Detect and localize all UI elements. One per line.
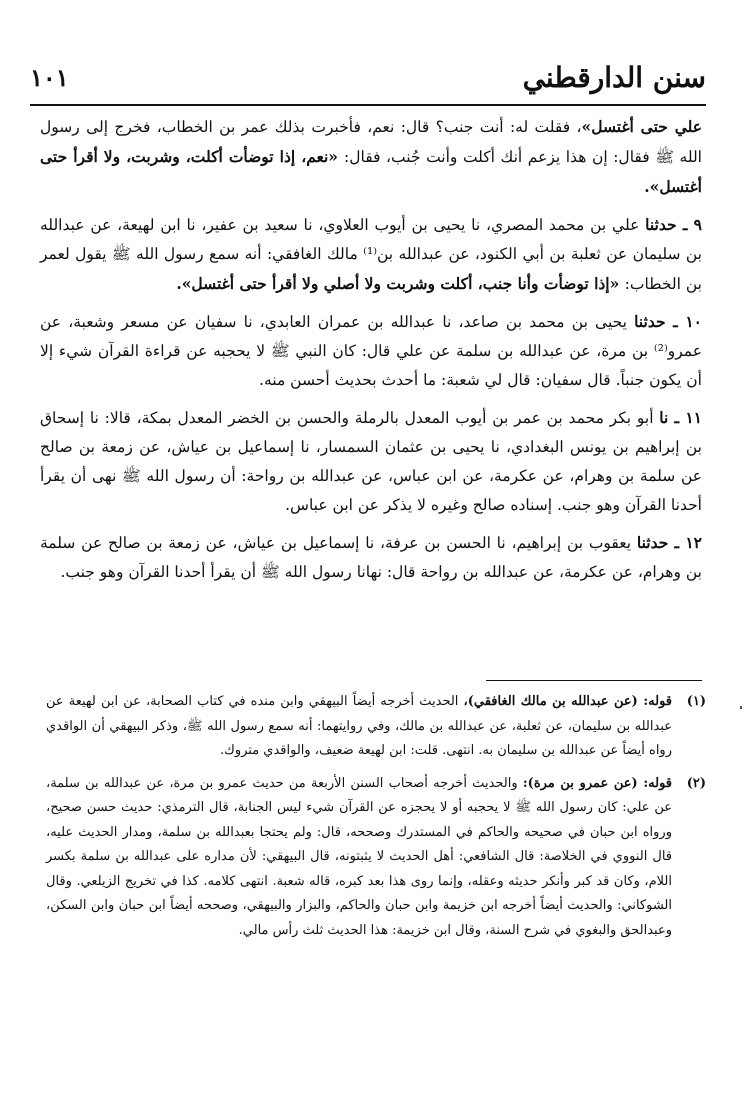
paragraph: [40, 403, 702, 520]
paragraph: [40, 528, 702, 587]
footnote-number: (٢): [686, 775, 706, 791]
paragraph: [40, 210, 702, 299]
paragraph-lead: ١١ ـ نا: [659, 408, 702, 427]
paragraph: [40, 307, 702, 395]
paragraph-text: يعقوب بن إبراهيم، نا الحسن بن عرفة، نا إسماعيل بن عياش، عن زمعة بن صالح عن سلمة بن وهرام، عن عكرمة، عن عبدالله بن رواحة قال: نهانا رسول الله ﷺ أن يقرأ أحدنا القرآن وهو جنب.: [40, 534, 702, 581]
page-header: [30, 58, 706, 102]
footnote-number: (١): [686, 694, 706, 709]
paragraph-text: يحيى بن محمد بن صاعد، نا عبدالله بن عمران العابدي، نا سفيان عن مسعر وشعبة، عن عمرو⁽²⁾ بن مرة، عن عبدالله بن سلمة عن علي قال: كان النبي ﷺ لا يحجبه عن قراءة القرآن شيء إلا أن يكون جنباً. قال سفيان: قال لي شعبة: ما أحدث بحديث أحسن منه.: [40, 313, 702, 389]
footnote-body: [46, 772, 672, 944]
footnote-text: الحديث أخرجه أيضاً البيهقي وابن منده في كتاب الصحابة، عن ابن لهيعة عن عبدالله بن سليمان، عن ثعلبة، عن عبدالله بن مالك، وفي روايتهما: أنه سمع رسول الله ﷺ، وذكر البيهقي أن الواقدي رواه أيضاً عن عبدالله بن سليمان به. انتهى. قلت: ابن لهيعة ضعيف، والواقدي متروك.: [46, 694, 672, 758]
footnote-divider: [486, 680, 702, 681]
footnote-label: قوله: (عن عمرو بن مرة):: [522, 775, 672, 791]
footnote-label: قوله: (عن عبدالله بن مالك الغافقي)،: [463, 694, 672, 709]
book-title: سنن الدارقطني: [522, 61, 706, 94]
paragraph-lead: ١٠ ـ حدثنا: [634, 312, 702, 331]
page-number: ١٠١: [30, 63, 69, 92]
paragraph-lead: ٩ ـ حدثنا: [645, 215, 702, 234]
paragraph-lead: ١٢ ـ حدثنا: [636, 533, 703, 552]
scan-mark: [740, 706, 742, 709]
footnote: [46, 772, 706, 944]
footnotes: [46, 690, 706, 951]
paragraph-quote: «إذا توضأت وأنا جنب، أكلت وشربت ولا أصلي ولا أقرأ حتى أغتسل».: [176, 274, 625, 293]
footnote: [46, 690, 706, 764]
main-text: [40, 112, 702, 595]
footnote-text: والحديث أخرجه أصحاب السنن الأربعة من حديث عمرو بن مرة، عن عبدالله بن سلمة، عن علي: كان رسول الله ﷺ لا يحجبه أو لا يحجزه عن القرآن شيء ليس الجنابة، قال الترمذي: حديث حسن صحيح، ورواه ابن حبان في صحيحه والحاكم في المستدرك وصححه، قال: ولم يحتجا بعبدالله بن سلمة، ومدار الحديث عليه، قال النووي في الخلاصة: قال الشافعي: أهل الحديث لا يثبتونه، قال البيهقي: لأن مداره على عبدالله بن سلمة بكسر اللام، وكان قد كبر وأنكر حديثه وعقله، وإنما روى هذا بعد كبره، قاله شعبة. انتهى كلامه. كذا في تخريج الزيلعي. وقال الشوكاني: والحديث أيضاً أخرجه ابن خزيمة وابن حبان والحاكم، والبزار والبيهقي، وصححه أيضاً ابن حبان وابن السكن، وعبدالحق والبغوي في شرح السنة، وقال ابن خزيمة: هذا الحديث ثلث رأس مالي.: [46, 775, 672, 938]
footnote-body: [46, 690, 672, 764]
paragraph-text: أبو بكر محمد بن عمر بن أيوب المعدل بالرملة والحسن بن الخضر المعدل بمكة، قالا: نا إسحاق بن إبراهيم بن يونس البغدادي، نا يحيى بن عثمان السمسار، نا إسماعيل بن عياش، عن زمعة بن صالح عن سلمة بن وهرام، عن عكرمة، عن ابن عباس، عن عبدالله بن رواحة: أن رسول الله ﷺ نهى أن يقرأ أحدنا القرآن وهو جنب. إسناده صالح وغيره لا يذكر عن ابن عباس.: [40, 409, 702, 514]
paragraph-text: علي بن محمد المصري، نا يحيى بن أيوب العلاوي، نا سعيد بن عفير، نا ابن لهيعة، عن عبدالله بن سليمان عن ثعلبة بن أبي الكنود، عن عبدالله بن⁽¹⁾ مالك الغافقي: أنه سمع رسول الله ﷺ يقول لعمر بن الخطاب:: [40, 216, 702, 293]
paragraph-lead: علي حتى أغتسل»: [581, 117, 702, 136]
paragraph: [40, 112, 702, 202]
header-divider: [30, 104, 706, 106]
paragraph-quote: «نعم، إذا توضأت أكلت، وشربت، ولا أقرأ حتى أغتسل».: [40, 147, 702, 196]
paragraph-text: ، فقلت له: أنت جنب؟ قال: نعم، فأخبرت بذلك عمر بن الخطاب، فخرج إلى رسول الله ﷺ فقال: إن هذا يزعم أنك أكلت وأنت جُنب، فقال:: [40, 118, 702, 166]
